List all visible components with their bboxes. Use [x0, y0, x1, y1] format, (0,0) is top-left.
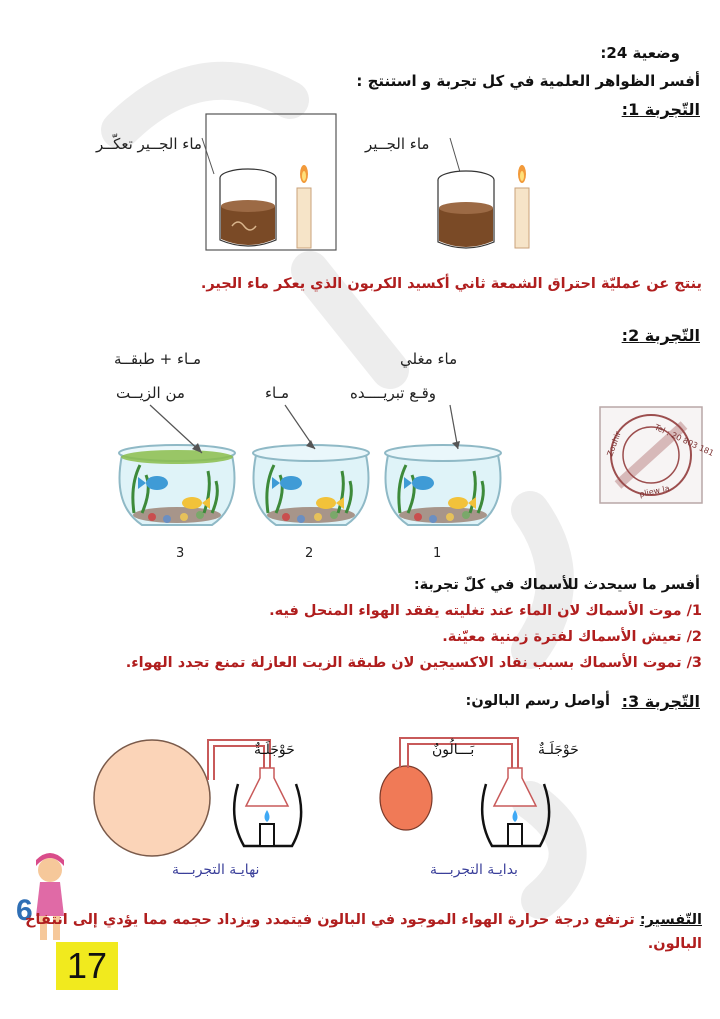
balloon-experiment-illustration — [88, 728, 588, 858]
bowl-number-3: 3 — [176, 546, 185, 561]
bowl-number-1: 1 — [433, 546, 442, 561]
caption-start-of-experiment: بدايـة التجربـــة — [430, 862, 518, 878]
label-oil-line1: مـاء + طبقــة — [114, 350, 202, 368]
experiment2-answer-1: 1/ موت الأسماك لان الماء عند تغليته يفقد الهواء المنحل فيه. — [269, 603, 702, 619]
stamp-text-bottom: pliew la — [638, 483, 671, 499]
stamp-text-phone: Tel : 20 803 181 — [653, 422, 716, 458]
label-boiled-water-line1: ماء مغلي — [400, 350, 458, 368]
explanation-text: ترتفع درجة حرارة الهواء الموجود في البالون فيتمدد ويزداد حجمه مما يؤدي إلى انتفاخ البالون. — [25, 912, 702, 952]
experiment1-heading: التّجربة 1: — [621, 100, 700, 119]
experiment2-question: أفسر ما سيحدث للأسماك في كلّ تجربة: — [413, 577, 700, 593]
instruction: أفسر الظواهر العلمية في كل تجربة و استنتج : — [356, 72, 700, 90]
experiment2-answer-2: 2/ تعيش الأسماك لفترة زمنية معيّنة. — [442, 629, 702, 645]
stamp — [598, 405, 716, 505]
bowl-number-2: 2 — [305, 546, 314, 561]
label-boiled-water-line2: وقـع تبريــــده — [350, 384, 437, 402]
label-balloon: بَـــالُونٌ — [432, 742, 475, 758]
label-flask-start: حَوْجَلَـةٌ — [538, 742, 579, 758]
label-cloudy-limewater: ماء الجــير تعكّــر — [96, 135, 202, 153]
label-water: مـاء — [265, 384, 290, 402]
situation-title: وضعية 24: — [600, 44, 680, 62]
experiment3-instruction: أواصل رسم البالون: — [465, 693, 610, 709]
experiment2-answer-3: 3/ تموت الأسماك بسبب نفاد الاكسيجين لان طبقة الزيت العازلة تمنع تجدد الهواء. — [125, 655, 702, 671]
stamp-text-name: Zouhir — [605, 430, 623, 458]
experiment3-heading: التّجربة 3: — [621, 692, 700, 711]
experiment1-illustration — [200, 108, 560, 258]
fishbowls-illustration — [110, 405, 510, 545]
label-oil-line2: من الزيــت — [116, 384, 185, 402]
caption-end-of-experiment: نهايـة التجربـــة — [172, 862, 260, 878]
label-flask-end: حَوْجَلَـةٌ — [254, 742, 295, 758]
experiment1-conclusion: ينتج عن عمليّة احتراق الشمعة ثاني أكسيد الكربون الذي يعكر ماء الجير. — [200, 276, 702, 292]
mascot-number: 6 — [16, 894, 33, 927]
experiment2-heading: التّجربة 2: — [621, 326, 700, 345]
page-number: 17 — [56, 942, 118, 990]
explanation-label: التّفسير: — [639, 912, 702, 928]
label-limewater: ماء الجــير — [365, 135, 430, 153]
